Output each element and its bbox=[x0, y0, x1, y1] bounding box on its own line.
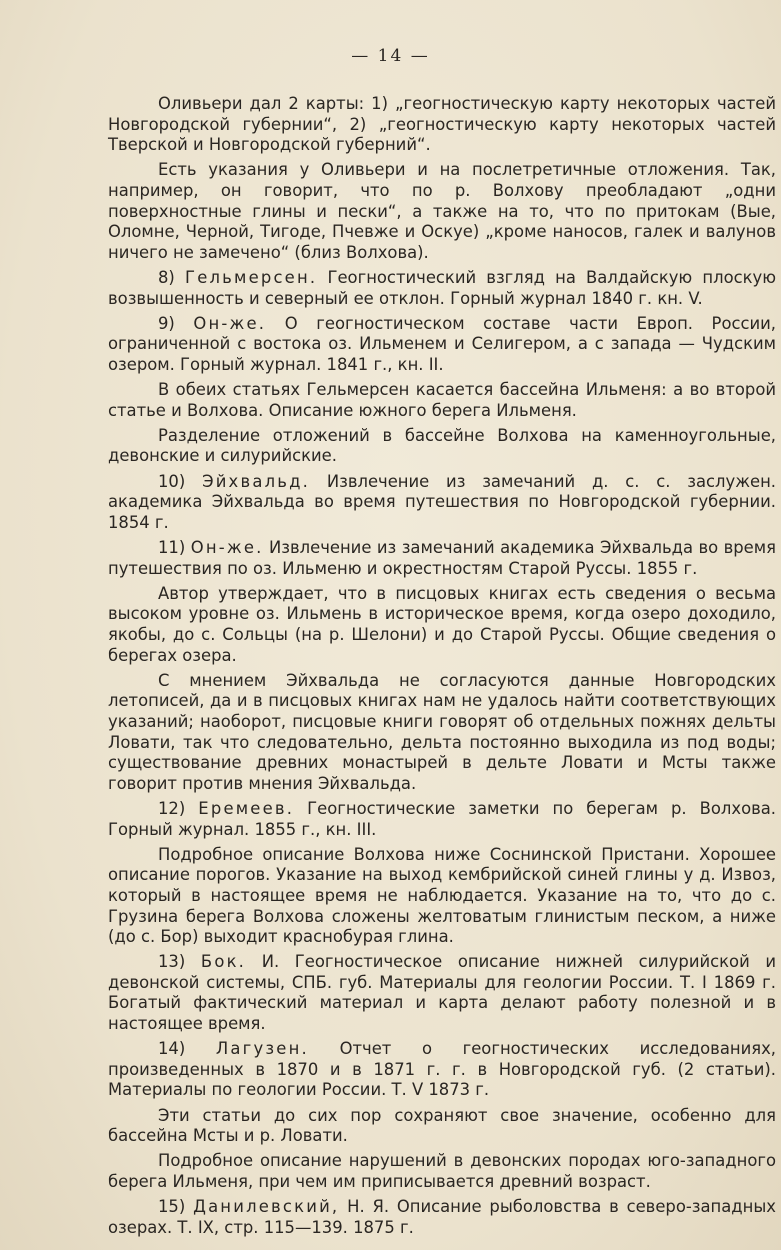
paragraph-text: Подробное описание Волхова ниже Соснинской Пристани. Хорошее описание порогов. Указание на выход кембрийской синей глины у д. Извоз, который в настоящее время не наблюдается. Указание на то, что до с. Грузина берега Волхова сложены желтоватым глинистым песком, а ниже (до с. Бор) выходит краснобурая глина. bbox=[108, 844, 776, 947]
entry-author: Бок. bbox=[200, 952, 247, 972]
paragraph bbox=[108, 426, 776, 467]
entry-number: 11) bbox=[158, 538, 186, 558]
paragraph bbox=[108, 160, 776, 263]
bibliography-entry bbox=[108, 268, 776, 309]
bibliography-entry bbox=[108, 538, 776, 579]
bibliography-entry bbox=[108, 799, 776, 840]
paragraph bbox=[108, 845, 776, 948]
paragraph bbox=[108, 1106, 776, 1147]
entry-author: Он-же. bbox=[190, 538, 264, 558]
paragraph-text: Извлечение из замечаний д. с. с. заслужен. академика Эйхвальда во время путешествия по Новгородской губернии. 1854 г. bbox=[108, 471, 777, 532]
entry-author: Еремеев. bbox=[198, 798, 295, 818]
page-body bbox=[108, 94, 776, 1243]
paragraph-text: Разделение отложений в бассейне Волхова на каменноугольные, девонские и силурийские. bbox=[108, 425, 776, 466]
paragraph-text: И. Геогностическое описание нижней силурийской и девонской системы, СПБ. губ. Материалы для геологии России. Т. I 1869 г. Богатый фактический материал и карта делают работу полезной и в настоящее время. bbox=[108, 952, 776, 1034]
entry-author: Лагузен. bbox=[215, 1039, 309, 1059]
paragraph-text: Эти статьи до сих пор сохраняют свое значение, особенно для бассейна Мсты и р. Ловати. bbox=[108, 1105, 776, 1146]
entry-author: Гельмерсен. bbox=[185, 267, 318, 287]
paragraph-text: В обеих статьях Гельмерсен касается бассейна Ильменя: а во второй статье и Волхова. Описание южного берега Ильменя. bbox=[108, 380, 776, 420]
page-number: — 14 — bbox=[351, 46, 430, 66]
paragraph bbox=[108, 94, 776, 156]
entry-number: 13) bbox=[158, 952, 186, 972]
bibliography-entry bbox=[108, 314, 776, 376]
entry-number: 8) bbox=[158, 267, 175, 287]
paragraph-text: Извлечение из замечаний академика Эйхвальда во время путешествия по оз. Ильменю и окрестностям Старой Руссы. 1855 г. bbox=[108, 538, 776, 578]
paragraph-text: О геогностическом составе части Европ. России, ограниченной с востока оз. Ильменем и Селигером, а с запада — Чудским озером. Горный журнал. 1841 г., кн. II. bbox=[108, 313, 777, 374]
bibliography-entry bbox=[108, 472, 776, 534]
paragraph-text: Отчет о геогностических исследованиях, произведенных в 1870 и в 1871 г. г. в Новгородской губ. (2 статьи). Материалы по геологии России. Т. V 1873 г. bbox=[108, 1039, 777, 1100]
paragraph-text: Автор утверждает, что в писцовых книгах есть сведения о весьма высоком уровне оз. Ильмень в историческое время, когда озеро доходило, якобы, до с. Сольцы (на р. Шелони) и до Старой Руссы. Общие сведения о берегах озера. bbox=[108, 583, 776, 665]
entry-number: 9) bbox=[158, 313, 175, 333]
paragraph bbox=[108, 671, 776, 795]
paragraph bbox=[108, 584, 776, 666]
bibliography-entry bbox=[108, 1197, 776, 1238]
entry-number: 10) bbox=[158, 471, 186, 491]
paragraph-text: Геогностический взгляд на Валдайскую плоскую возвышенность и северный ее отклон. Горный журнал 1840 г. кн. V. bbox=[108, 267, 777, 308]
paragraph bbox=[108, 380, 776, 421]
bibliography-entry bbox=[108, 1039, 776, 1101]
paragraph-text: Оливьери дал 2 карты: 1) „геогностическую карту некоторых частей Новгородской губернии“, 2) „геогностическую карту некоторых частей Тверской и Новгородской губерний“. bbox=[108, 94, 776, 155]
paragraph-text: Н. Я. Описание рыболовства в северо-западных озерах. Т. IX, стр. 115—139. 1875 г. bbox=[108, 1197, 776, 1237]
entry-number: 12) bbox=[158, 798, 186, 818]
bibliography-entry bbox=[108, 952, 776, 1034]
paragraph-text: С мнением Эйхвальда не согласуются данные Новгородских летописей, да и в писцовых книгах нам не удалось найти соответствующих указаний; наоборот, писцовые книги говорят об отдельных пожнях дельты Ловати, так что следовательно, дельта постоянно выходила из под воды; существование древних монастырей в дельте Ловати и Мсты также говорит против мнения Эйхвальда. bbox=[108, 670, 776, 793]
paragraph-text: Геогностические заметки по берегам р. Волхова. Горный журнал. 1855 г., кн. III. bbox=[108, 798, 777, 839]
entry-number: 14) bbox=[158, 1039, 186, 1059]
entry-author: Эйхвальд. bbox=[202, 471, 311, 491]
entry-author: Он-же. bbox=[193, 313, 267, 333]
paragraph-text: Есть указания у Оливьери и на послетретичные отложения. Так, например, он говорит, что по р. Волхову преобладают „одни поверхностные глины и пески“, а также на то, что по притокам (Вые, Оломне, Черной, Тигоде, Пчевже и Оскуе) „кроме наносов, галек и валунов ничего не замечено“ (близ Волхова). bbox=[108, 160, 776, 262]
paragraph-text: Подробное описание нарушений в девонских породах юго-западного берега Ильменя, при чем им приписывается древний возраст. bbox=[108, 1151, 776, 1191]
entry-author: Данилевский, bbox=[193, 1197, 340, 1217]
entry-number: 15) bbox=[158, 1197, 186, 1217]
paragraph bbox=[108, 1151, 776, 1192]
